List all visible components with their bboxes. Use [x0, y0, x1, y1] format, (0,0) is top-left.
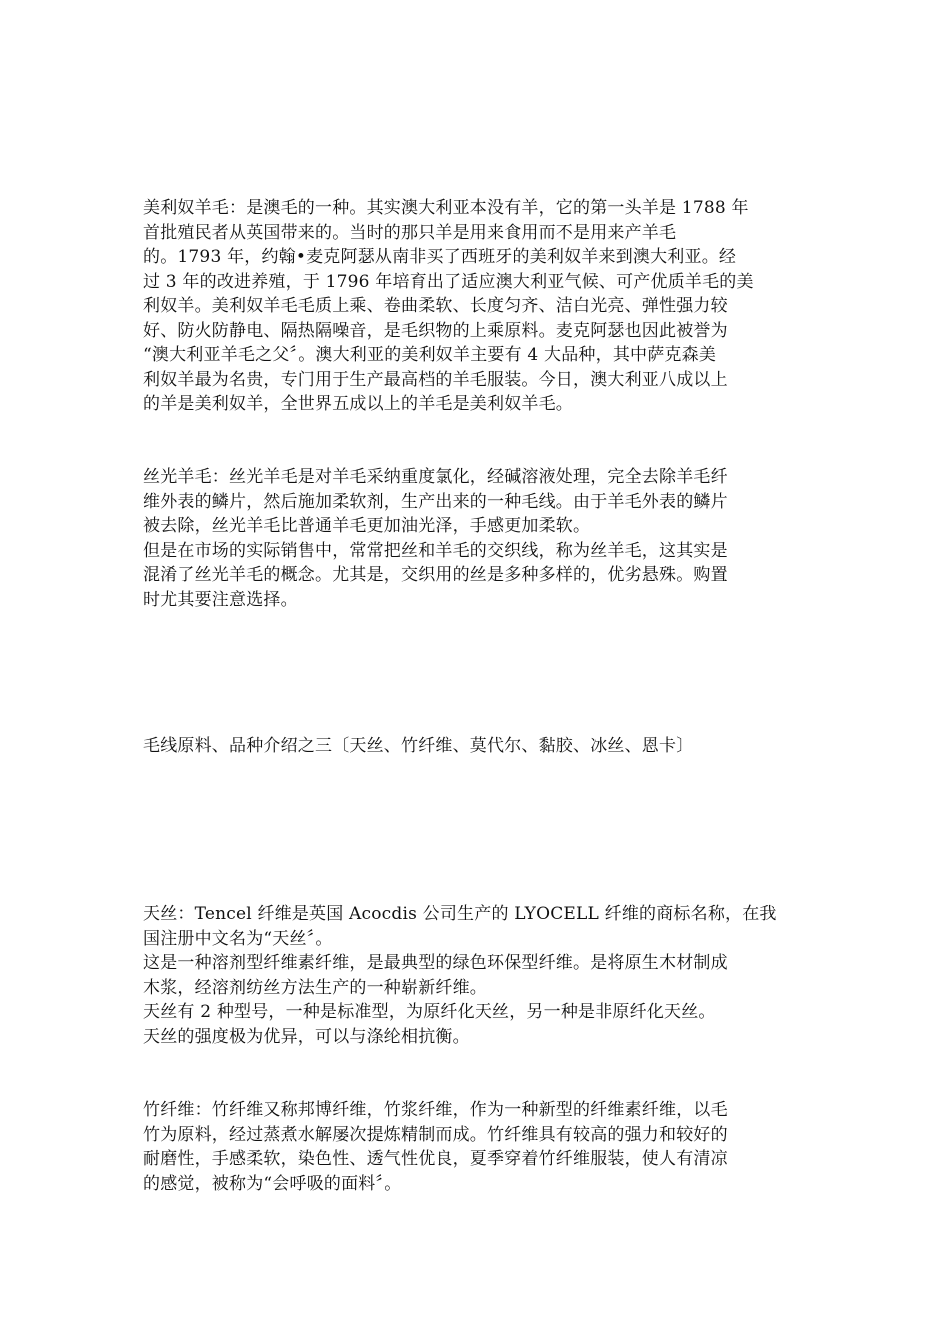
section-title: 毛线原料、品种介绍之三〔天丝、竹纤维、莫代尔、黏胶、冰丝、恩卡〕	[143, 736, 694, 756]
text-line: 过 3 年的改进养殖，于 1796 年培育出了适应澳大利亚气候、可产优质羊毛的美	[143, 271, 754, 292]
paragraph-mercerized-wool	[143, 465, 809, 612]
text-line: “澳大利亚羊毛之父〞。澳大利亚的美利奴羊主要有 4 大品种，其中萨克森美	[143, 345, 717, 365]
paragraph-bamboo-fiber	[143, 1098, 809, 1196]
paragraph-tencel	[143, 902, 809, 1049]
text-line: 好、防火防静电、隔热隔噪音，是毛织物的上乘原料。麦克阿瑟也因此被誉为	[143, 320, 728, 341]
text-line: 竹为原料，经过蒸煮水解屡次提炼精制而成。竹纤维具有较高的强力和较好的	[143, 1124, 728, 1145]
text-line: 被去除，丝光羊毛比普通羊毛更加油光泽，手感更加柔软。	[143, 516, 591, 536]
text-line: 维外表的鳞片，然后施加柔软剂，生产出来的一种毛线。由于羊毛外表的鳞片	[143, 491, 728, 512]
text-line: 利奴羊最为名贵，专门用于生产最高档的羊毛服装。今日，澳大利亚八成以上	[143, 369, 728, 390]
text-line: 首批殖民者从英国带来的。当时的那只羊是用来食用而不是用来产羊毛	[143, 222, 677, 243]
text-line: 混淆了丝光羊毛的概念。尤其是，交织用的丝是多种多样的，优劣悬殊。购置	[143, 565, 728, 585]
text-line: 天丝有 2 种型号，一种是标准型，为原纤化天丝，另一种是非原纤化天丝。	[143, 1002, 716, 1022]
text-line: 木浆，经溶剂纺丝方法生产的一种崭新纤维。	[143, 977, 487, 998]
paragraph-merino-wool	[143, 196, 809, 417]
text-line: 国注册中文名为“天丝〞。	[143, 928, 333, 949]
text-line: 的。1793 年，约翰•麦克阿瑟从南非买了西班牙的美利奴羊来到澳大利亚。经	[143, 247, 737, 267]
text-line: 耐磨性，手感柔软，染色性、透气性优良，夏季穿着竹纤维服装，使人有清凉	[143, 1149, 728, 1169]
text-line: 利奴羊。美利奴羊毛毛质上乘、卷曲柔软、长度匀齐、洁白光亮、弹性强力较	[143, 296, 728, 316]
text-line: 时尤其要注意选择。	[143, 589, 298, 610]
text-line: 丝光羊毛：丝光羊毛是对羊毛采纳重度氯化，经碱溶液处理，完全去除羊毛纤	[143, 467, 728, 487]
text-line: 天丝的强度极为优异，可以与涤纶相抗衡。	[143, 1026, 470, 1047]
text-line: 这是一种溶剂型纤维素纤维，是最典型的绿色环保型纤维。是将原生木材制成	[143, 953, 728, 973]
text-line: 的羊是美利奴羊，全世界五成以上的羊毛是美利奴羊毛。	[143, 394, 573, 414]
text-line: 但是在市场的实际销售中，常常把丝和羊毛的交织线，称为丝羊毛，这其实是	[143, 540, 728, 561]
text-line: 美利奴羊毛：是澳毛的一种。其实澳大利亚本没有羊，它的第一头羊是 1788 年	[143, 198, 749, 218]
text-line: 天丝：Tencel 纤维是英国 Acocdis 公司生产的 LYOCELL 纤维的商标名称，在我	[143, 904, 777, 924]
text-line: 的感觉，被称为“会呼吸的面料〞。	[143, 1173, 402, 1194]
text-line: 竹纤维：竹纤维又称邦博纤维，竹浆纤维，作为一种新型的纤维素纤维，以毛	[143, 1100, 728, 1120]
